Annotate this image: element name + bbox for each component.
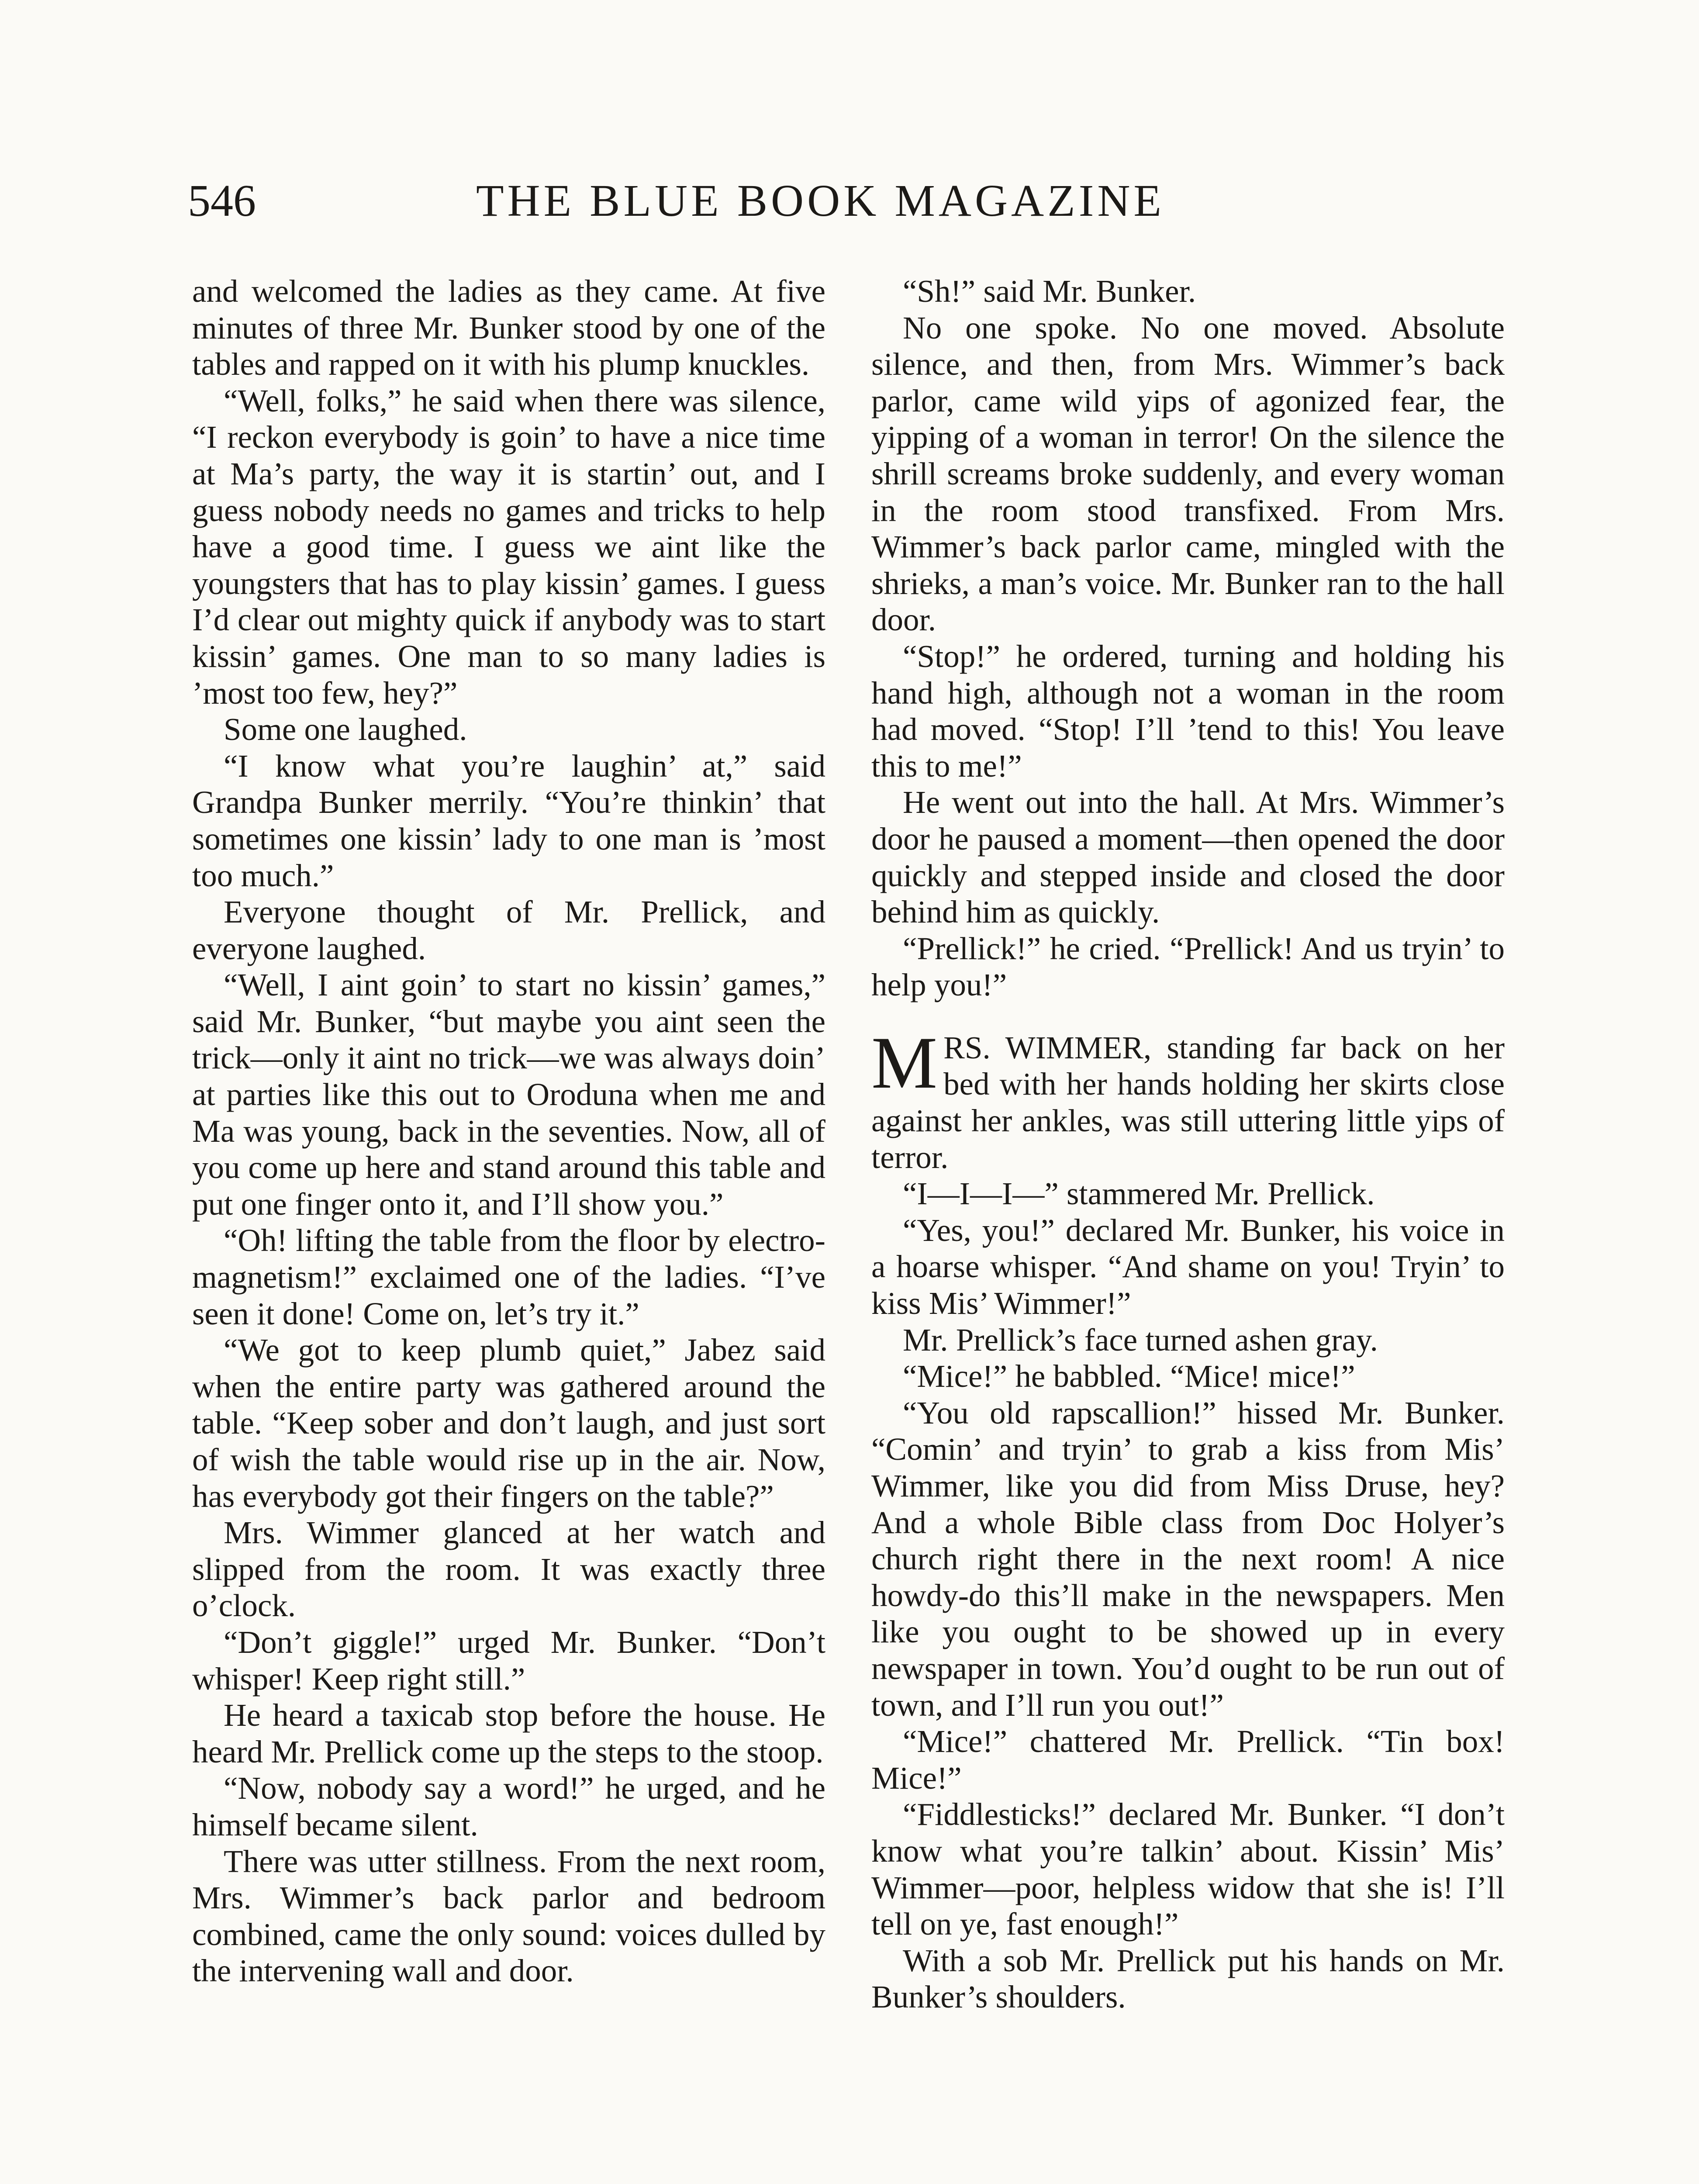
page-header	[188, 166, 1214, 236]
paragraph: He went out into the hall. At Mrs. Wimmer’s door he paused a moment—then opened the door quickly and stepped inside and closed the door behind him as quickly.	[871, 784, 1505, 930]
paragraph: “I—I—I—” stammered Mr. Prellick.	[903, 1176, 1375, 1212]
paragraph: Some one laughed.	[224, 712, 467, 747]
paragraph: There was utter stillness. From the next room, Mrs. Wimmer’s back parlor and bedroom combined, came the only sound: voices dulled by the intervening wall and door.	[192, 1843, 825, 1989]
paragraph: No one spoke. No one moved. Absolute silence, and then, from Mrs. Wimmer’s back parlor, came wild yips of agonized fear, the yipping of a woman in terror! On the silence the shrill screams broke suddenly, and every woman in the room stood transfixed. From Mrs. Wimmer’s back parlor came, mingled with the shrieks, a man’s voice. Mr. Bunker ran to the hall door.	[871, 310, 1505, 638]
dropcap-paragraph-text: RS. WIMMER, standing far back on her bed with her hands holding her skirts close against her ankles, was still uttering little yips of terror.	[871, 1030, 1505, 1175]
paragraph: “Yes, you!” declared Mr. Bunker, his voice in a hoarse whisper. “And shame on you! Tryin’ to kiss Mis’ Wimmer!”	[871, 1212, 1505, 1321]
left-column	[192, 273, 825, 1989]
paragraph: “Stop!” he ordered, turning and holding his hand high, although not a woman in the room had moved. “Stop! I’ll ’tend to this! You leave this to me!”	[871, 638, 1505, 784]
dropcap-paragraph	[871, 1021, 1505, 1175]
paragraph: “Sh!” said Mr. Bunker.	[903, 273, 1196, 309]
paragraph: “I know what you’re laughin’ at,” said Grandpa Bunker merrily. “You’re thinkin’ that sometimes one kissin’ lady to one man is ’most too much.”	[192, 748, 825, 893]
section-break	[871, 1003, 1505, 1030]
paragraph: “Well, folks,” he said when there was silence, “I reckon everybody is goin’ to have a nice time at Ma’s party, the way it is startin’ out, and I guess nobody needs no games and tricks to help have a good time. I guess we aint like the youngsters that has to play kissin’ games. I guess I’d clear out mighty quick if anybody was to start kissin’ games. One man to so many ladies is ’most too few, hey?”	[192, 383, 825, 711]
paragraph: “Prellick!” he cried. “Prellick! And us tryin’ to help you!”	[871, 930, 1505, 1003]
paragraph: “Oh! lifting the table from the floor by electro-magnetism!” exclaimed one of the ladies. “I’ve seen it done! Come on, let’s try it.”	[192, 1223, 825, 1331]
running-head: THE BLUE BOOK MAGAZINE	[476, 176, 1165, 226]
paragraph: Everyone thought of Mr. Prellick, and everyone laughed.	[192, 894, 825, 966]
page-number: 546	[188, 176, 256, 226]
paragraph: “Mice!” chattered Mr. Prellick. “Tin box! Mice!”	[871, 1724, 1505, 1796]
paragraph: and welcomed the ladies as they came. At five minutes of three Mr. Bunker stood by one of the tables and rapped on it with his plump knuckles.	[192, 273, 825, 382]
paragraph: “We got to keep plumb quiet,” Jabez said when the entire party was gathered around the table. “Keep sober and don’t laugh, and just sort of wish the table would rise up in the air. Now, has everybody got their fingers on the table?”	[192, 1332, 825, 1514]
paragraph: Mrs. Wimmer glanced at her watch and slipped from the room. It was exactly three o’clock.	[192, 1515, 825, 1624]
paragraph: “Don’t giggle!” urged Mr. Bunker. “Don’t whisper! Keep right still.”	[192, 1624, 825, 1697]
paragraph: “Fiddlesticks!” declared Mr. Bunker. “I don’t know what you’re talkin’ about. Kissin’ Mis’ Wimmer—poor, helpless widow that she is! I’ll tell on ye, fast enough!”	[871, 1797, 1505, 1942]
paragraph: “Mice!” he babbled. “Mice! mice!”	[903, 1358, 1355, 1394]
paragraph: “You old rapscallion!” hissed Mr. Bunker. “Comin’ and tryin’ to grab a kiss from Mis’ Wimmer, like you did from Miss Druse, hey? And a whole Bible class from Doc Holyer’s church right there in the next room! A nice howdy-do this’ll make in the newspapers. Men like you ought to be showed up in every newspaper in town. You’d ought to be run out of town, and I’ll run you out!”	[871, 1395, 1505, 1723]
paragraph: “Well, I aint goin’ to start no kissin’ games,” said Mr. Bunker, “but maybe you aint seen the trick—only it aint no trick—we was always doin’ at parties like this out to Oroduna when me and Ma was young, back in the seventies. Now, all of you come up here and stand around this table and put one finger onto it, and I’ll show you.”	[192, 967, 825, 1222]
drop-cap: M	[871, 1021, 938, 1104]
paragraph: “Now, nobody say a word!” he urged, and he himself became silent.	[192, 1770, 825, 1842]
paragraph: He heard a taxicab stop before the house. He heard Mr. Prellick come up the steps to the stoop.	[192, 1697, 825, 1769]
paragraph: With a sob Mr. Prellick put his hands on Mr. Bunker’s shoulders.	[871, 1942, 1505, 2015]
right-column	[871, 273, 1505, 2015]
paragraph: Mr. Prellick’s face turned ashen gray.	[903, 1322, 1378, 1358]
